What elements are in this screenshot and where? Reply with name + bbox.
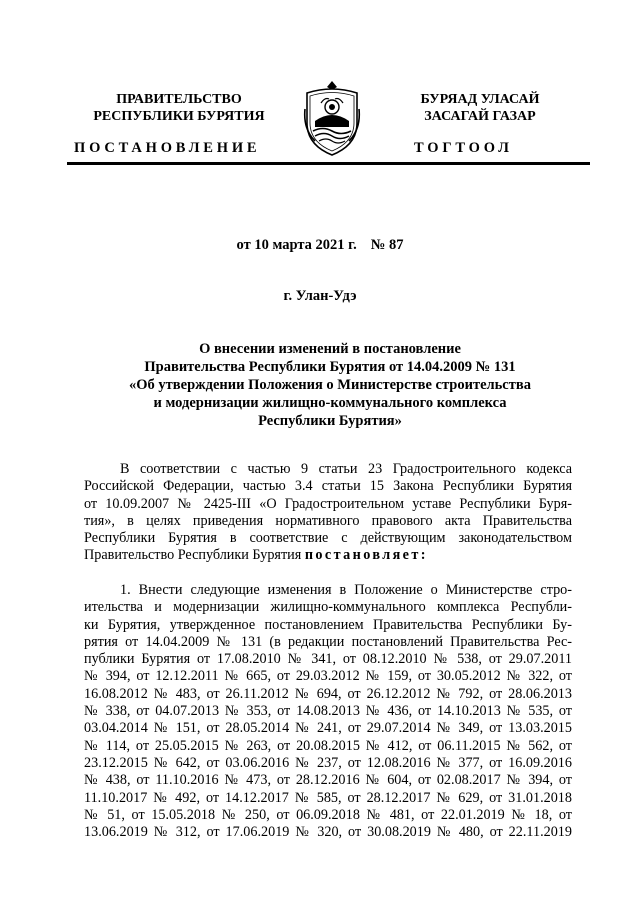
resolves-emphasis: постановляет:	[304, 547, 428, 564]
decree-number: № 87	[370, 237, 404, 253]
body-line: публики Бурятия от 17.08.2010 № 341, от 08.12.2010 № 538, от 29.07.2011	[84, 651, 572, 668]
title-line: и модернизации жилищно-коммунального комплекса	[153, 395, 507, 411]
body-line: № 438, от 11.10.2016 № 473, от 28.12.2016 № 604, от 02.08.2017 № 394, от	[84, 772, 572, 789]
body-line	[84, 547, 572, 564]
body-line: № 114, от 25.05.2015 № 263, от 20.08.2015 № 412, от 06.11.2015 № 562, от	[84, 737, 572, 754]
body-line: ительства и модернизации жилищно-коммунального комплекса Республи-	[84, 599, 572, 616]
body-line: 03.04.2014 № 151, от 28.05.2014 № 241, от 29.07.2014 № 349, от 13.03.2015	[84, 720, 572, 737]
header-right-line: ЗАСАГАЙ ГАЗАР	[424, 109, 536, 124]
title-line: О внесении изменений в постановление	[199, 341, 461, 357]
document-title	[80, 340, 580, 430]
body-line: № 51, от 15.05.2018 № 250, от 06.09.2018 № 481, от 22.01.2019 № 18, от	[84, 806, 572, 823]
header-left-line: РЕСПУБЛИКИ БУРЯТИЯ	[93, 109, 265, 124]
body-line: 23.12.2015 № 642, от 03.06.2016 № 237, от 12.08.2016 № 377, от 16.09.2016	[84, 754, 572, 771]
body-line: 11.10.2017 № 492, от 14.12.2017 № 585, от 28.12.2017 № 629, от 31.01.2018	[84, 789, 572, 806]
body-line: от 10.09.2007 № 2425-III «О Градостроительном уставе Республики Буря-	[84, 495, 572, 512]
header-divider	[67, 162, 590, 165]
body-line: 16.08.2012 № 483, от 26.11.2012 № 694, от 26.12.2012 № 792, от 28.06.2013	[84, 685, 572, 702]
body-line: № 338, от 04.07.2013 № 353, от 14.08.2013 № 436, от 14.10.2013 № 535, от	[84, 703, 572, 720]
city: г. Улан-Удэ	[283, 288, 357, 304]
body-line: 1. Внести следующие изменения в Положение о Министерстве стро-	[120, 582, 572, 598]
coat-of-arms-emblem-icon	[301, 79, 363, 157]
title-line: Республики Бурятия»	[258, 413, 402, 429]
header-right-line: БУРЯАД УЛАСАЙ	[420, 92, 540, 107]
body-line: Российской Федерации, частью 3.4 статьи 15 Закона Республики Бурятия	[84, 478, 572, 495]
body-line: тия», в целях приведения нормативного правового акта Правительства	[84, 512, 572, 529]
body-line: В соответствии с частью 9 статьи 23 Градостроительного кодекса	[120, 461, 572, 477]
body-line: № 394, от 12.12.2011 № 665, от 29.03.2012 № 159, от 30.05.2012 № 322, от	[84, 668, 572, 685]
body-line: ки Бурятия, утвержденное постановлением Правительства Республики Бу-	[84, 616, 572, 633]
government-name-buryat	[380, 91, 580, 125]
title-line: «Об утверждении Положения о Министерстве строительства	[129, 377, 531, 393]
preamble-last-text: Правительство Республики Бурятия	[84, 547, 305, 564]
header-left-line: ПРАВИТЕЛЬСТВО	[116, 92, 242, 107]
body-line: 13.06.2019 № 312, от 17.06.2019 № 320, от 30.08.2019 № 480, от 22.11.2019	[84, 824, 572, 841]
title-line: Правительства Республики Бурятия от 14.04.2009 № 131	[144, 359, 516, 375]
decree-date: от 10 марта 2021 г.	[236, 237, 357, 253]
decree-type-buryat: ТОГТООЛ	[414, 140, 513, 156]
body-line: Республики Бурятия в соответствие с действующим законодательством	[84, 530, 572, 547]
body-line: рятия от 14.04.2009 № 131 (в редакции постановлений Правительства Рес-	[84, 633, 572, 650]
decree-type-russian: ПОСТАНОВЛЕНИЕ	[74, 140, 261, 156]
government-name-russian	[86, 91, 272, 125]
date-number-line	[0, 237, 640, 254]
paragraph-item-1	[84, 582, 572, 841]
paragraph-preamble	[84, 461, 572, 565]
